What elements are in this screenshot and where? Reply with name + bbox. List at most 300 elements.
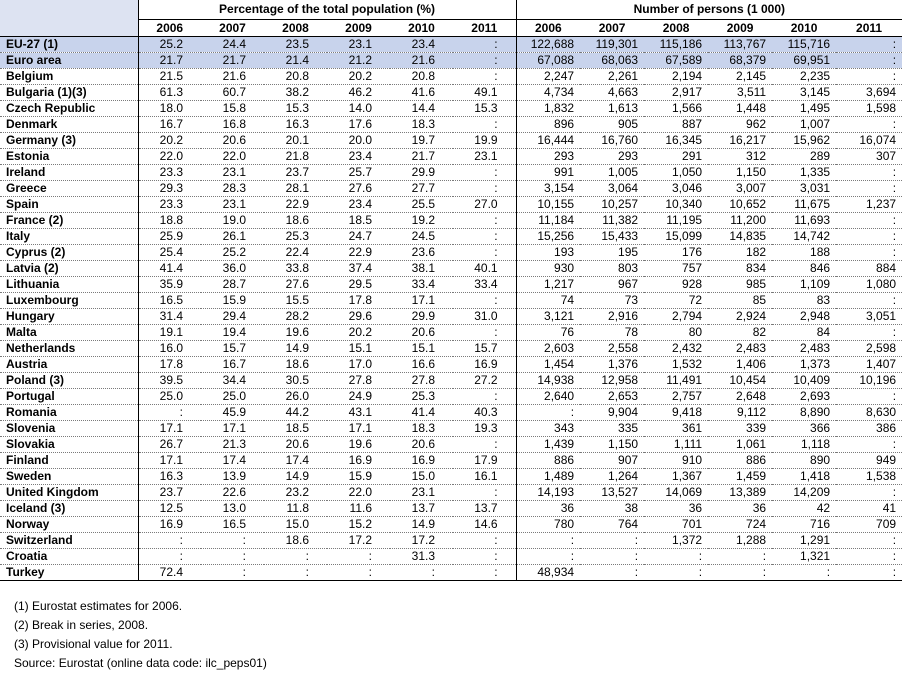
persons-cell: : — [836, 324, 902, 340]
percentage-cell: 27.6 — [264, 276, 327, 292]
year-header: 2011 — [836, 19, 902, 36]
percentage-cell: 18.8 — [138, 212, 201, 228]
percentage-cell: 25.0 — [138, 388, 201, 404]
table-row — [0, 468, 902, 484]
percentage-cell: : — [390, 564, 453, 580]
percentage-cell: : — [327, 564, 390, 580]
percentage-cell: 41.6 — [390, 84, 453, 100]
row-label: Netherlands — [0, 340, 138, 356]
percentage-cell: : — [453, 180, 516, 196]
persons-cell: : — [836, 436, 902, 452]
persons-cell: 2,194 — [644, 68, 708, 84]
table-row — [0, 532, 902, 548]
table-row — [0, 244, 902, 260]
percentage-cell: 16.0 — [138, 340, 201, 356]
row-label: United Kingdom — [0, 484, 138, 500]
percentage-cell: 14.9 — [390, 516, 453, 532]
persons-cell: 2,693 — [772, 388, 836, 404]
persons-cell: 293 — [516, 148, 580, 164]
row-label: Lithuania — [0, 276, 138, 292]
percentage-cell: 16.5 — [138, 292, 201, 308]
row-label: Bulgaria (1)(3) — [0, 84, 138, 100]
persons-cell: 176 — [644, 244, 708, 260]
percentage-cell: : — [453, 564, 516, 580]
percentage-cell: 25.9 — [138, 228, 201, 244]
persons-cell: 122,688 — [516, 36, 580, 52]
percentage-cell: 16.7 — [201, 356, 264, 372]
persons-cell: : — [836, 212, 902, 228]
percentage-cell: 20.6 — [390, 324, 453, 340]
persons-cell: 15,433 — [580, 228, 644, 244]
percentage-cell: 13.0 — [201, 500, 264, 516]
percentage-cell: : — [201, 564, 264, 580]
row-label: Portugal — [0, 388, 138, 404]
row-label: Iceland (3) — [0, 500, 138, 516]
table-row — [0, 68, 902, 84]
percentage-cell: 15.0 — [264, 516, 327, 532]
row-label: Italy — [0, 228, 138, 244]
table-row — [0, 372, 902, 388]
percentage-cell: 14.9 — [264, 340, 327, 356]
percentage-cell: : — [453, 484, 516, 500]
table-row — [0, 100, 902, 116]
persons-cell: 2,948 — [772, 308, 836, 324]
table-row — [0, 420, 902, 436]
percentage-cell: 27.7 — [390, 180, 453, 196]
percentage-cell: : — [264, 564, 327, 580]
persons-cell: 14,193 — [516, 484, 580, 500]
percentage-cell: : — [201, 532, 264, 548]
footnote: (3) Provisional value for 2011. — [14, 637, 173, 651]
percentage-cell: 11.6 — [327, 500, 390, 516]
percentage-cell: 23.7 — [264, 164, 327, 180]
percentage-cell: 17.2 — [390, 532, 453, 548]
footnotes — [14, 597, 267, 673]
persons-cell: 1,335 — [772, 164, 836, 180]
percentage-cell: 19.2 — [390, 212, 453, 228]
percentage-cell: 19.1 — [138, 324, 201, 340]
persons-cell: 115,716 — [772, 36, 836, 52]
percentage-cell: 40.1 — [453, 260, 516, 276]
percentage-cell: 26.1 — [201, 228, 264, 244]
row-label: Spain — [0, 196, 138, 212]
persons-cell: 2,640 — [516, 388, 580, 404]
percentage-cell: 17.1 — [201, 420, 264, 436]
percentage-cell: 33.4 — [453, 276, 516, 292]
persons-cell: 3,007 — [708, 180, 772, 196]
percentage-cell: 23.1 — [327, 36, 390, 52]
header-group-persons: Number of persons (1 000) — [516, 0, 902, 19]
percentage-cell: : — [453, 548, 516, 564]
persons-cell: 2,653 — [580, 388, 644, 404]
percentage-cell: 60.7 — [201, 84, 264, 100]
percentage-cell: 23.5 — [264, 36, 327, 52]
persons-cell: : — [580, 532, 644, 548]
persons-cell: : — [836, 164, 902, 180]
persons-cell: 907 — [580, 452, 644, 468]
persons-cell: : — [836, 564, 902, 580]
persons-cell: 1,532 — [644, 356, 708, 372]
percentage-cell: 23.1 — [390, 484, 453, 500]
percentage-cell: 25.2 — [138, 36, 201, 52]
persons-cell: : — [836, 68, 902, 84]
percentage-cell: 21.6 — [390, 52, 453, 68]
persons-cell: 2,757 — [644, 388, 708, 404]
persons-cell: 905 — [580, 116, 644, 132]
persons-cell: 36 — [708, 500, 772, 516]
row-label: Czech Republic — [0, 100, 138, 116]
percentage-cell: 23.7 — [138, 484, 201, 500]
persons-cell: 701 — [644, 516, 708, 532]
table-row — [0, 36, 902, 52]
percentage-cell: 15.1 — [327, 340, 390, 356]
persons-cell: 11,693 — [772, 212, 836, 228]
header-group-percentage: Percentage of the total population (%) — [138, 0, 516, 19]
row-label: Finland — [0, 452, 138, 468]
percentage-cell: 19.3 — [453, 420, 516, 436]
percentage-cell: 27.6 — [327, 180, 390, 196]
percentage-cell: 14.9 — [264, 468, 327, 484]
percentage-cell: : — [264, 548, 327, 564]
year-header: 2008 — [644, 19, 708, 36]
persons-cell: 887 — [644, 116, 708, 132]
persons-cell: : — [772, 564, 836, 580]
row-label: Slovenia — [0, 420, 138, 436]
persons-cell: : — [516, 548, 580, 564]
year-header: 2009 — [327, 19, 390, 36]
persons-cell: 182 — [708, 244, 772, 260]
percentage-cell: 20.0 — [327, 132, 390, 148]
persons-cell: 343 — [516, 420, 580, 436]
percentage-cell: 25.3 — [390, 388, 453, 404]
percentage-cell: 21.8 — [264, 148, 327, 164]
table-body — [0, 36, 902, 580]
percentage-cell: 20.6 — [390, 436, 453, 452]
row-label: Slovakia — [0, 436, 138, 452]
persons-cell: 3,064 — [580, 180, 644, 196]
persons-cell: : — [836, 292, 902, 308]
persons-cell: 48,934 — [516, 564, 580, 580]
row-label: EU-27 (1) — [0, 36, 138, 52]
persons-cell: 1,150 — [580, 436, 644, 452]
percentage-cell: 13.7 — [453, 500, 516, 516]
persons-cell: 1,150 — [708, 164, 772, 180]
percentage-cell: 17.0 — [327, 356, 390, 372]
persons-cell: 991 — [516, 164, 580, 180]
persons-cell: 195 — [580, 244, 644, 260]
persons-cell: 119,301 — [580, 36, 644, 52]
persons-cell: 83 — [772, 292, 836, 308]
persons-cell: 724 — [708, 516, 772, 532]
persons-cell: 41 — [836, 500, 902, 516]
percentage-cell: 18.6 — [264, 356, 327, 372]
year-header: 2006 — [138, 19, 201, 36]
percentage-cell: 15.7 — [201, 340, 264, 356]
percentage-cell: 25.5 — [390, 196, 453, 212]
row-label: Greece — [0, 180, 138, 196]
persons-cell: 1,376 — [580, 356, 644, 372]
percentage-cell: 20.8 — [390, 68, 453, 84]
percentage-cell: 22.6 — [201, 484, 264, 500]
row-label: Estonia — [0, 148, 138, 164]
percentage-cell: 25.0 — [201, 388, 264, 404]
percentage-cell: : — [453, 436, 516, 452]
persons-cell: 803 — [580, 260, 644, 276]
percentage-cell: 19.7 — [390, 132, 453, 148]
percentage-cell: 38.1 — [390, 260, 453, 276]
percentage-cell: 27.2 — [453, 372, 516, 388]
percentage-cell: 23.4 — [327, 196, 390, 212]
percentage-cell: 40.3 — [453, 404, 516, 420]
percentage-cell: 16.9 — [453, 356, 516, 372]
year-header: 2007 — [580, 19, 644, 36]
persons-cell: 1,406 — [708, 356, 772, 372]
table-row — [0, 452, 902, 468]
persons-cell: 716 — [772, 516, 836, 532]
persons-cell: 1,288 — [708, 532, 772, 548]
persons-cell: 834 — [708, 260, 772, 276]
persons-cell: 3,511 — [708, 84, 772, 100]
percentage-cell: 20.6 — [201, 132, 264, 148]
table-row — [0, 228, 902, 244]
percentage-cell: 21.6 — [201, 68, 264, 84]
percentage-cell: 23.6 — [390, 244, 453, 260]
percentage-cell: 14.6 — [453, 516, 516, 532]
percentage-cell: 21.7 — [138, 52, 201, 68]
persons-cell: 1,050 — [644, 164, 708, 180]
persons-cell: 85 — [708, 292, 772, 308]
percentage-cell: 38.2 — [264, 84, 327, 100]
persons-cell: 928 — [644, 276, 708, 292]
table-row — [0, 196, 902, 212]
persons-cell: 38 — [580, 500, 644, 516]
footnote: (2) Break in series, 2008. — [14, 618, 149, 632]
persons-cell: 307 — [836, 148, 902, 164]
persons-cell: 1,613 — [580, 100, 644, 116]
persons-cell: 16,444 — [516, 132, 580, 148]
persons-cell: 764 — [580, 516, 644, 532]
table-row — [0, 164, 902, 180]
table-row — [0, 180, 902, 196]
percentage-cell: 28.2 — [264, 308, 327, 324]
persons-cell: 3,694 — [836, 84, 902, 100]
percentage-cell: 33.8 — [264, 260, 327, 276]
row-label: France (2) — [0, 212, 138, 228]
percentage-cell: 17.6 — [327, 116, 390, 132]
persons-cell: 967 — [580, 276, 644, 292]
percentage-cell: 25.7 — [327, 164, 390, 180]
persons-cell: 15,256 — [516, 228, 580, 244]
persons-cell: 886 — [516, 452, 580, 468]
percentage-cell: 22.0 — [327, 484, 390, 500]
persons-cell: 1,454 — [516, 356, 580, 372]
percentage-cell: 17.9 — [453, 452, 516, 468]
table-row — [0, 516, 902, 532]
percentage-cell: 20.2 — [138, 132, 201, 148]
percentage-cell: 16.9 — [138, 516, 201, 532]
persons-cell: 80 — [644, 324, 708, 340]
percentage-cell: : — [453, 116, 516, 132]
percentage-cell: 33.4 — [390, 276, 453, 292]
persons-cell: 4,734 — [516, 84, 580, 100]
persons-cell: 780 — [516, 516, 580, 532]
persons-cell: 910 — [644, 452, 708, 468]
table-row — [0, 564, 902, 580]
persons-cell: 1,407 — [836, 356, 902, 372]
percentage-cell: 23.1 — [201, 196, 264, 212]
persons-cell: 68,063 — [580, 52, 644, 68]
percentage-cell: 16.1 — [453, 468, 516, 484]
persons-cell: : — [644, 548, 708, 564]
percentage-cell: 18.0 — [138, 100, 201, 116]
persons-cell: : — [836, 532, 902, 548]
persons-cell: 361 — [644, 420, 708, 436]
percentage-cell: : — [453, 52, 516, 68]
percentage-cell: 41.4 — [390, 404, 453, 420]
percentage-cell: 19.0 — [201, 212, 264, 228]
percentage-cell: 37.4 — [327, 260, 390, 276]
percentage-cell: 30.5 — [264, 372, 327, 388]
persons-cell: 1,061 — [708, 436, 772, 452]
percentage-cell: 17.1 — [327, 420, 390, 436]
percentage-cell: 22.4 — [264, 244, 327, 260]
percentage-cell: 23.1 — [453, 148, 516, 164]
persons-cell: 2,924 — [708, 308, 772, 324]
percentage-cell: : — [138, 404, 201, 420]
percentage-cell: 24.4 — [201, 36, 264, 52]
percentage-cell: 18.5 — [264, 420, 327, 436]
persons-cell: 1,459 — [708, 468, 772, 484]
header-row-groups — [0, 0, 902, 19]
persons-cell: 78 — [580, 324, 644, 340]
persons-cell: 366 — [772, 420, 836, 436]
percentage-cell: : — [453, 68, 516, 84]
persons-cell: 10,196 — [836, 372, 902, 388]
percentage-cell: 15.9 — [201, 292, 264, 308]
percentage-cell: 25.2 — [201, 244, 264, 260]
persons-cell: 1,217 — [516, 276, 580, 292]
percentage-cell: 16.7 — [138, 116, 201, 132]
percentage-cell: : — [453, 212, 516, 228]
percentage-cell: 18.6 — [264, 212, 327, 228]
year-header: 2010 — [390, 19, 453, 36]
persons-cell: 2,432 — [644, 340, 708, 356]
percentage-cell: 16.5 — [201, 516, 264, 532]
row-label: Croatia — [0, 548, 138, 564]
persons-cell: 11,200 — [708, 212, 772, 228]
persons-cell: 11,491 — [644, 372, 708, 388]
persons-cell: 2,483 — [708, 340, 772, 356]
persons-cell: 1,264 — [580, 468, 644, 484]
persons-cell: 16,760 — [580, 132, 644, 148]
footnote: (1) Eurostat estimates for 2006. — [14, 599, 183, 613]
percentage-cell: : — [453, 292, 516, 308]
table-row — [0, 260, 902, 276]
persons-cell: 3,145 — [772, 84, 836, 100]
percentage-cell: 11.8 — [264, 500, 327, 516]
percentage-cell: 23.4 — [390, 36, 453, 52]
persons-cell: 1,118 — [772, 436, 836, 452]
row-label: Malta — [0, 324, 138, 340]
persons-cell: 1,080 — [836, 276, 902, 292]
persons-cell: : — [836, 180, 902, 196]
percentage-cell: 18.3 — [390, 420, 453, 436]
percentage-cell: 19.9 — [453, 132, 516, 148]
percentage-cell: 17.4 — [201, 452, 264, 468]
persons-cell: 1,109 — [772, 276, 836, 292]
persons-cell: : — [836, 548, 902, 564]
persons-cell: : — [836, 228, 902, 244]
percentage-cell: : — [138, 532, 201, 548]
percentage-cell: 14.0 — [327, 100, 390, 116]
persons-cell: 1,439 — [516, 436, 580, 452]
persons-cell: 291 — [644, 148, 708, 164]
persons-cell: 884 — [836, 260, 902, 276]
persons-cell: 2,235 — [772, 68, 836, 84]
persons-cell: 709 — [836, 516, 902, 532]
table-row — [0, 356, 902, 372]
percentage-cell: 23.2 — [264, 484, 327, 500]
persons-cell: : — [580, 564, 644, 580]
table-row — [0, 388, 902, 404]
persons-cell: 84 — [772, 324, 836, 340]
persons-cell: 16,074 — [836, 132, 902, 148]
persons-cell: 3,031 — [772, 180, 836, 196]
persons-cell: 10,454 — [708, 372, 772, 388]
persons-cell: : — [516, 532, 580, 548]
persons-cell: 896 — [516, 116, 580, 132]
persons-cell: 42 — [772, 500, 836, 516]
persons-cell: 188 — [772, 244, 836, 260]
percentage-cell: 15.0 — [390, 468, 453, 484]
table-row — [0, 548, 902, 564]
percentage-cell: 15.3 — [453, 100, 516, 116]
persons-cell: 9,418 — [644, 404, 708, 420]
persons-cell: : — [836, 484, 902, 500]
persons-cell: 67,088 — [516, 52, 580, 68]
persons-cell: 2,145 — [708, 68, 772, 84]
percentage-cell: 15.1 — [390, 340, 453, 356]
persons-cell: 16,217 — [708, 132, 772, 148]
persons-cell: : — [708, 564, 772, 580]
percentage-cell: 28.7 — [201, 276, 264, 292]
persons-cell: 2,916 — [580, 308, 644, 324]
persons-cell: 293 — [580, 148, 644, 164]
percentage-cell: : — [138, 548, 201, 564]
persons-cell: 115,186 — [644, 36, 708, 52]
percentage-cell: 17.1 — [390, 292, 453, 308]
table-row — [0, 276, 902, 292]
percentage-cell: 16.3 — [138, 468, 201, 484]
table-row — [0, 308, 902, 324]
percentage-cell: 17.2 — [327, 532, 390, 548]
percentage-cell: 45.9 — [201, 404, 264, 420]
percentage-cell: 12.5 — [138, 500, 201, 516]
persons-cell: 8,890 — [772, 404, 836, 420]
persons-cell: 74 — [516, 292, 580, 308]
percentage-cell: 19.6 — [327, 436, 390, 452]
percentage-cell: 28.3 — [201, 180, 264, 196]
percentage-cell: 23.1 — [201, 164, 264, 180]
percentage-cell: 29.9 — [390, 308, 453, 324]
percentage-cell: 15.3 — [264, 100, 327, 116]
source-note: Source: Eurostat (online data code: ilc_peps01) — [14, 656, 267, 670]
percentage-cell: 20.1 — [264, 132, 327, 148]
persons-cell: 73 — [580, 292, 644, 308]
percentage-cell: 25.3 — [264, 228, 327, 244]
percentage-cell: 24.9 — [327, 388, 390, 404]
persons-cell: 12,958 — [580, 372, 644, 388]
